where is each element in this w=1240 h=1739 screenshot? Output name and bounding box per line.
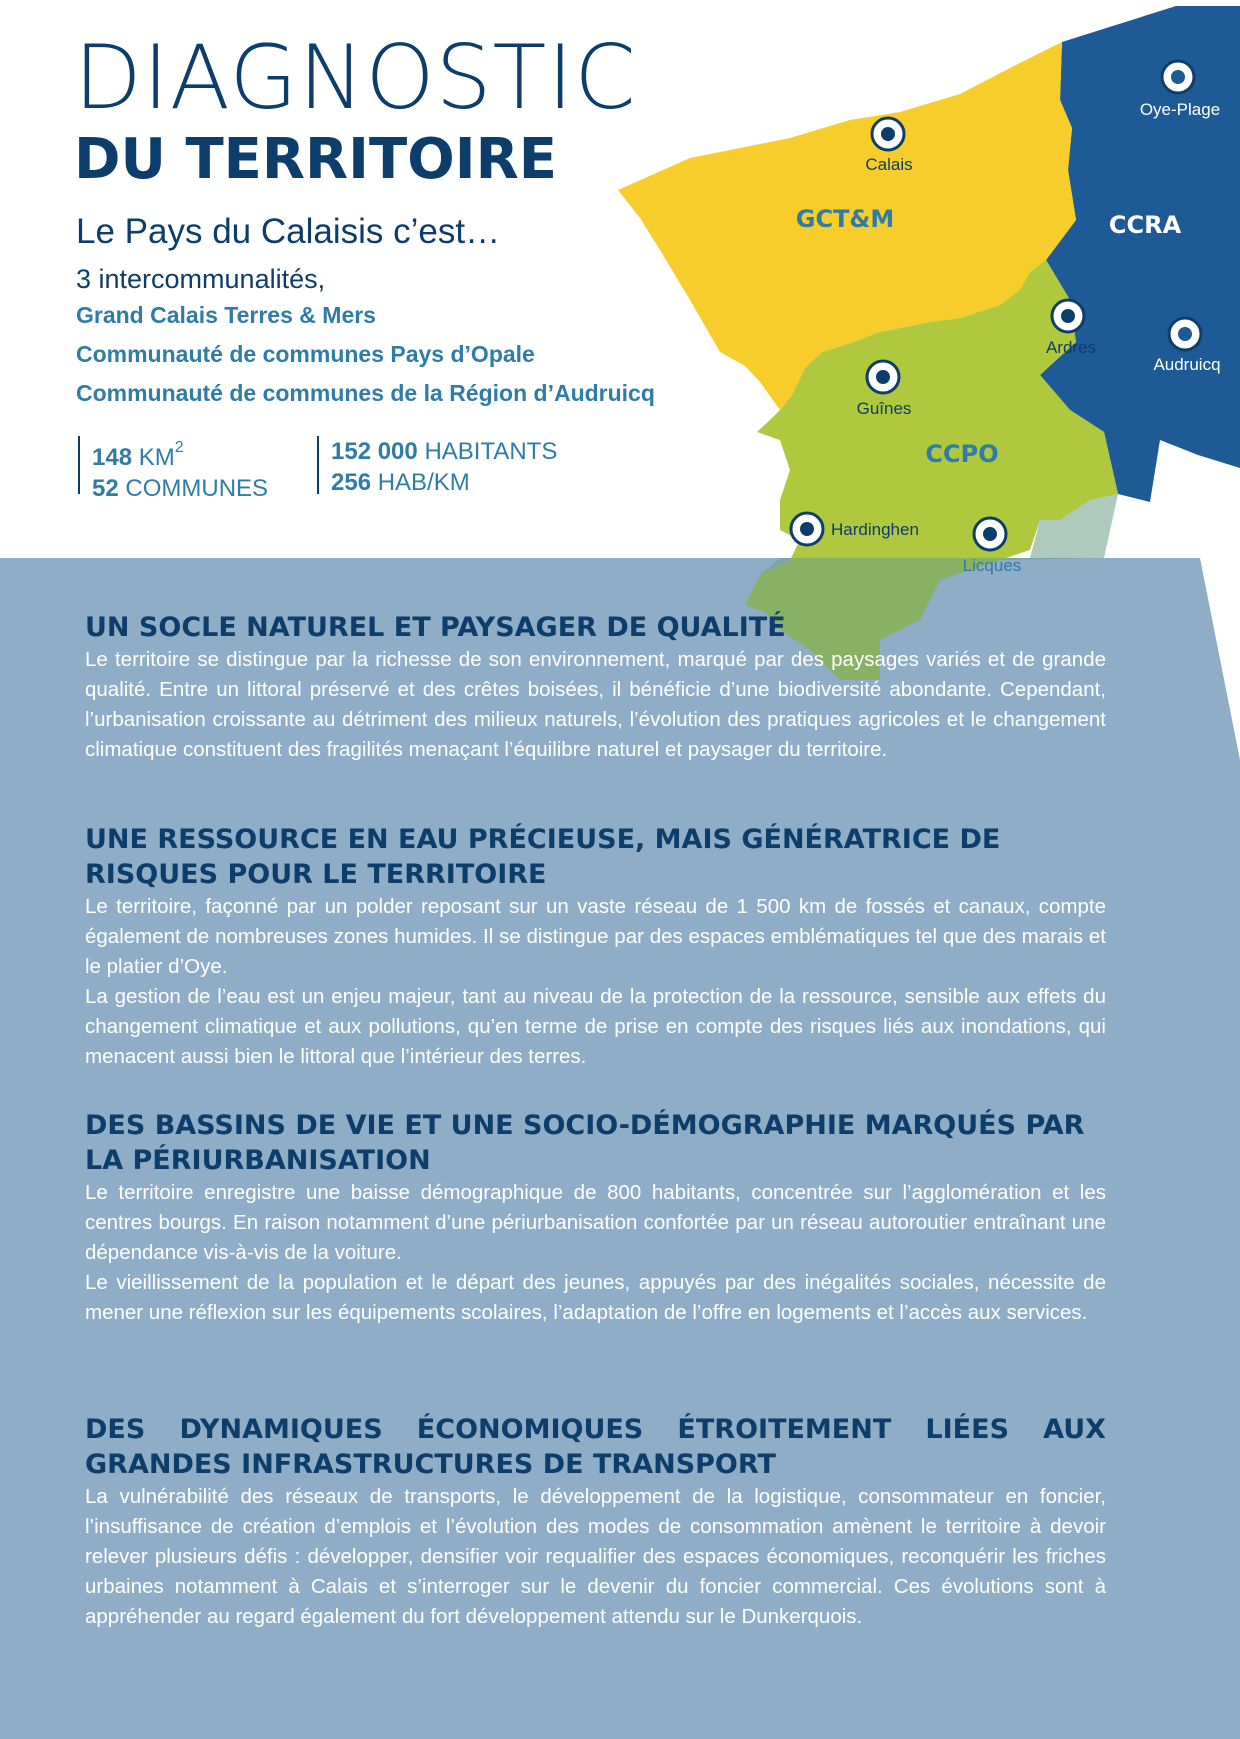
town-label-ardres: Ardres xyxy=(1045,338,1097,357)
page-subtitle: DU TERRITOIRE xyxy=(74,127,557,192)
section-water-resource xyxy=(85,822,1106,1072)
section-paragraph: Le territoire, façonné par un polder reposant sur un vaste réseau de 1 500 km de fossés et canaux, compte également de nombreuses zones humides. Il se distingue par des espaces emblématiques tel que des marais et le platier d’Oye. xyxy=(85,895,1106,978)
stats-area-communes xyxy=(78,436,269,502)
section-title xyxy=(85,1412,1106,1482)
section-natural-landscape xyxy=(85,610,1106,765)
section-title-line: DES DYNAMIQUES ÉCONOMIQUES ÉTROITEMENT LIÉES AUX xyxy=(85,1414,1106,1445)
region-label-ccpo: CCPO xyxy=(925,440,999,468)
stats-population-density xyxy=(317,436,557,494)
intercommunality-item: Communauté de communes de la Région d’Audruicq xyxy=(76,380,655,406)
stat-area: 148 $KM^2$ xyxy=(92,439,184,471)
town-label-licques: Licques xyxy=(962,556,1022,575)
region-label-gctm: GCT&M xyxy=(795,205,895,233)
section-title-line: GRANDES INFRASTRUCTURES DE TRANSPORT xyxy=(85,1449,776,1480)
section-paragraph: La gestion de l’eau est un enjeu majeur, tant au niveau de la protection de la ressource, sensible aux effets du changement climatique et aux pollutions, qu’en terme de prise en compte des risques liés aux inondations, qui menacent aussi bien le littoral que l’intérieur des terres. xyxy=(85,985,1106,1068)
stat-population: 152 000 HABITANTS xyxy=(331,438,558,465)
stat-density: 256 HAB/KM xyxy=(331,469,470,496)
page-title: DIAGNOSTIC xyxy=(74,26,637,129)
section-title: UNE RESSOURCE EN EAU PRÉCIEUSE, MAIS GÉNÉRATRICE DE RISQUES POUR LE TERRITOIRE xyxy=(85,824,1001,890)
intro-heading: Le Pays du Calaisis c’est… xyxy=(76,212,501,251)
section-economy xyxy=(85,1412,1106,1632)
town-label-oye-plage: Oye-Plage xyxy=(1139,100,1221,119)
section-paragraph: Le territoire se distingue par la richesse de son environnement, marqué par des paysages variés et de grande qualité. Entre un littoral préservé et des crêtes boisées, il bénéficie d’une biodiversité abondante. Cependant, l’urbanisation croissante au détriment des milieux naturels, l’évolution des pratiques agricoles et le changement climatique constituent des fragilités menaçant l’équilibre naturel et paysager du territoire. xyxy=(85,648,1106,761)
town-label-guines: Guînes xyxy=(856,399,912,418)
section-paragraph: Le vieillissement de la population et le départ des jeunes, appuyés par des inégalités sociales, nécessite de mener une réflexion sur les équipements scolaires, l’adaptation de l’offre en logements et l’accès aux services. xyxy=(85,1271,1106,1324)
intercommunality-list xyxy=(76,304,655,421)
town-label-hardinghen: Hardinghen xyxy=(831,520,919,539)
town-label-calais: Calais xyxy=(865,155,913,174)
section-title: DES BASSINS DE VIE ET UNE SOCIO-DÉMOGRAPHIE MARQUÉS PAR LA PÉRIURBANISATION xyxy=(85,1110,1085,1176)
stat-communes: 52 COMMUNES xyxy=(92,475,269,502)
section-paragraph: La vulnérabilité des réseaux de transports, le développement de la logistique, consommateur en foncier, l’insuffisance de création d’emplois et l’évolution des modes de consommation amènent le territoire à devoir relever plusieurs défis : développer, densifier voir requalifier des espaces économiques, reconquérir les friches urbaines notamment à Calais et s’interroger sur le devenir du foncier commercial. Ces évolutions sont à appréhender au regard également du fort développement attendu sur le Dunkerquois. xyxy=(85,1485,1106,1628)
town-label-audruicq: Audruicq xyxy=(1153,355,1221,374)
section-paragraph: Le territoire enregistre une baisse démographique de 800 habitants, concentrée sur l’agglomération et les centres bourgs. En raison notamment d’une périurbanisation confortée par un réseau autoroutier entraînant une dépendance vis-à-vis de la voiture. xyxy=(85,1181,1106,1264)
intro-line: 3 intercommunalités, xyxy=(76,264,326,294)
intercommunality-item: Grand Calais Terres & Mers xyxy=(76,302,376,328)
section-title: UN SOCLE NATUREL ET PAYSAGER DE QUALITÉ xyxy=(85,612,786,643)
region-label-ccra: CCRA xyxy=(1108,211,1182,239)
intercommunality-item: Communauté de communes Pays d’Opale xyxy=(76,341,535,367)
section-demography xyxy=(85,1108,1106,1328)
